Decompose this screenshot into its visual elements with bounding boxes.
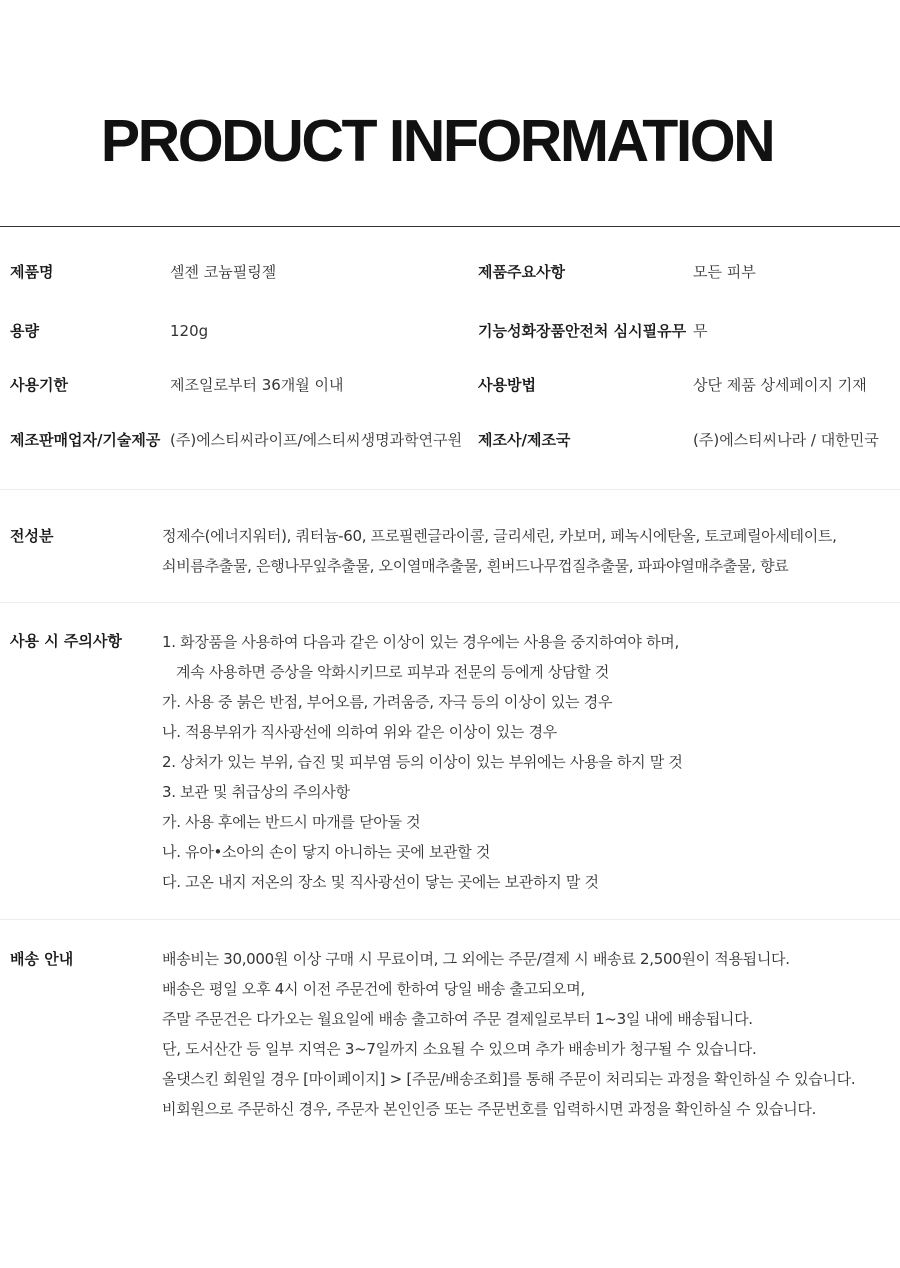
product-name-label: 제품명: [10, 263, 54, 281]
caution-line: 가. 사용 중 붉은 반점, 부어오름, 가려움증, 자극 등의 이상이 있는 경우: [162, 693, 613, 711]
section-divider: [0, 489, 900, 490]
caution-line: 다. 고온 내지 저온의 장소 및 직사광선이 닿는 곳에는 보관하지 말 것: [162, 873, 599, 891]
volume-label: 용량: [10, 322, 39, 340]
info-row-product-name: [0, 260, 900, 284]
shipping-line: 주말 주문건은 다가오는 월요일에 배송 출고하여 주문 결제일로부터 1~3일 내에 배송됩니다.: [162, 1010, 753, 1028]
shipping-line: 배송비는 30,000원 이상 구매 시 무료이며, 그 외에는 주문/결제 시 배송료 2,500원이 적용됩니다.: [162, 950, 790, 968]
shipping-line: 단, 도서산간 등 일부 지역은 3~7일까지 소요될 수 있으며 추가 배송비가 청구될 수 있습니다.: [162, 1040, 757, 1058]
section-divider: [0, 919, 900, 920]
shipping-label: 배송 안내: [10, 950, 74, 968]
shipping-line: 비회원으로 주문하신 경우, 주문자 본인인증 또는 주문번호를 입력하시면 과정을 확인하실 수 있습니다.: [162, 1100, 817, 1118]
functional-review-value: 무: [693, 322, 708, 340]
usage-method-label: 사용방법: [478, 376, 536, 394]
caution-line: 나. 적용부위가 직사광선에 의하여 위와 같은 이상이 있는 경우: [162, 723, 557, 741]
cautions-label: 사용 시 주의사항: [10, 632, 122, 650]
caution-line: 2. 상처가 있는 부위, 습진 및 피부염 등의 이상이 있는 부위에는 사용을 하지 말 것: [162, 753, 683, 771]
shipping-text: [162, 944, 892, 1124]
shipping-line: 올댓스킨 회원일 경우 [마이페이지] > [주문/배송조회]를 통해 주문이 처리되는 과정을 확인하실 수 있습니다.: [162, 1070, 856, 1088]
caution-line: 1. 화장품을 사용하여 다음과 같은 이상이 있는 경우에는 사용을 중지하여야 하며,: [162, 633, 679, 651]
manufacturer-country-value: (주)에스티씨나라 / 대한민국: [693, 431, 879, 449]
info-row-volume: [0, 319, 900, 343]
section-divider: [0, 602, 900, 603]
expiry-label: 사용기한: [10, 376, 68, 394]
volume-value: 120g: [170, 322, 209, 340]
caution-line: 3. 보관 및 취급상의 주의사항: [162, 783, 350, 801]
product-key-info-value: 모든 피부: [693, 263, 756, 281]
functional-review-label: 기능성화장품안전처 심시필유무: [478, 322, 687, 340]
ingredients-line: 쇠비름추출물, 은행나무잎추출물, 오이열매추출물, 흰버드나무껍질추출물, 파파야열매추출물, 향료: [162, 557, 789, 575]
usage-method-value: 상단 제품 상세페이지 기재: [693, 376, 867, 394]
manufacturer-country-label: 제조사/제조국: [478, 431, 571, 449]
cautions-text: [162, 627, 892, 897]
info-row-expiry: [0, 373, 900, 397]
expiry-value: 제조일로부터 36개월 이내: [170, 376, 344, 394]
caution-line: 나. 유아•소아의 손이 닿지 아니하는 곳에 보관할 것: [162, 843, 491, 861]
caution-line: 계속 사용하면 증상을 악화시키므로 피부과 전문의 등에게 상담할 것: [176, 663, 610, 681]
product-name-value: 셀젠 코늄필링젤: [170, 263, 277, 281]
info-row-manufacturer: [0, 428, 900, 452]
ingredients-label: 전성분: [10, 527, 54, 545]
caution-line: 가. 사용 후에는 반드시 마개를 닫아둘 것: [162, 813, 421, 831]
shipping-line: 배송은 평일 오후 4시 이전 주문건에 한하여 당일 배송 출고되오며,: [162, 980, 585, 998]
seller-label: 제조판매업자/기술제공: [10, 431, 161, 449]
product-key-info-label: 제품주요사항: [478, 263, 565, 281]
seller-value: (주)에스티씨라이프/에스티씨생명과학연구원: [170, 431, 463, 449]
ingredients-line: 정제수(에너지워터), 쿼터늄-60, 프로필렌글라이콜, 글리세린, 카보머, 페녹시에탄올, 토코페릴아세테이트,: [162, 527, 837, 545]
ingredients-text: [162, 521, 892, 581]
header-divider: [0, 226, 900, 227]
page-title: PRODUCT INFORMATION: [100, 108, 774, 174]
